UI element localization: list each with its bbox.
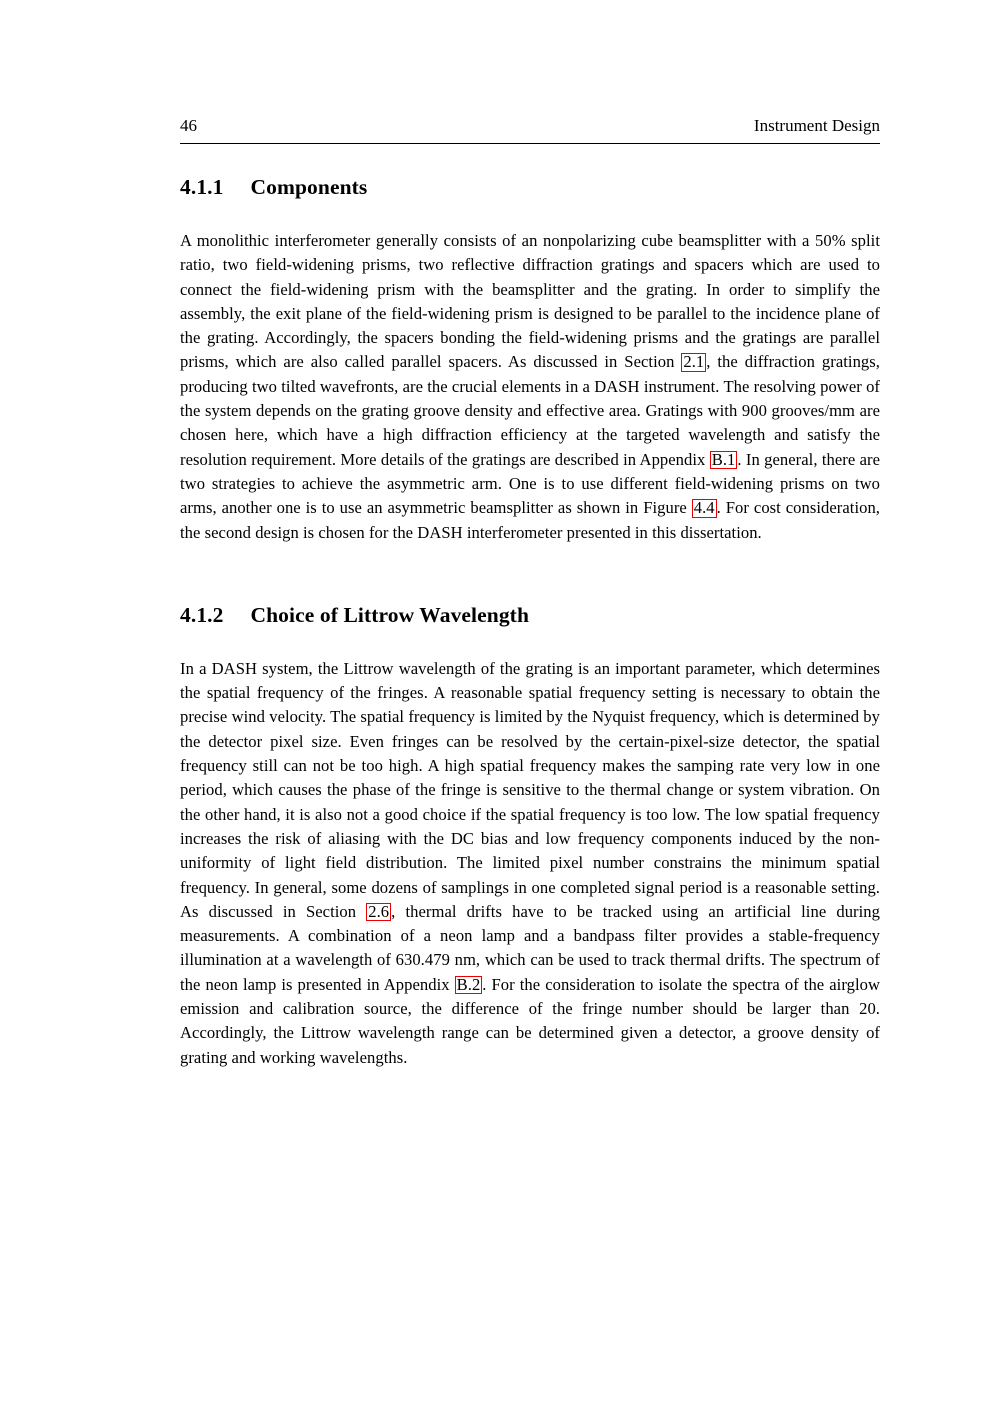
section-heading xyxy=(180,175,880,200)
page xyxy=(180,116,880,1070)
text-run: In a DASH system, the Littrow wavelength of the grating is an important parameter, which determines the spatial frequency of the fringes. A reasonable spatial frequency setting is necessary to obtain the precise wind velocity. The spatial frequency is limited by the Nyquist frequency, which is determined by the detector pixel size. Even fringes can be resolved by the certain-pixel-size detector, the spatial frequency still can not be too high. A high spatial frequency makes the samping rate very low in one period, which causes the phase of the fringe is sensitive to the thermal change or system vibration. On the other hand, it is also not a good choice if the spatial frequency is too low. The low spatial frequency increases the risk of aliasing with the DC bias and low frequency components induced by the non-uniformity of light field distribution. The limited pixel number constrains the minimum spatial frequency. In general, some dozens of samplings in one completed signal period is a reasonable setting. As discussed in Section xyxy=(180,658,880,921)
running-header-title: Instrument Design xyxy=(753,116,880,135)
running-header xyxy=(180,116,880,144)
ref-link-section-2-1[interactable]: 2.1 xyxy=(683,352,705,372)
text-run: . For cost consideration, the second design is chosen for the DASH interferometer presented in this dissertation. xyxy=(180,498,880,542)
text-run: , the diffraction gratings, producing two tilted wavefronts, are the crucial elements in a DASH instrument. The resolving power of the system depends on the grating groove density and effective area. Gratings with 900 grooves/mm are chosen here, which have a high diffraction efficiency at the targeted wavelength and satisfy the resolution requirement. More details of the gratings are described in Appendix xyxy=(180,352,880,469)
text-run: A monolithic interferometer generally consists of an nonpolarizing cube beamsplitter with a 50% split ratio, two field-widening prisms, two reflective diffraction gratings and spacers which are used to connect the field-widening prism with the beamsplitter and the grating. In order to simplify the assembly, the exit plane of the field-widening prism is designed to be parallel to the incidence plane of the grating. Accordingly, the spacers bonding the field-widening prisms and the gratings are parallel prisms, which are also called parallel spacers. As discussed in Section xyxy=(180,231,880,372)
section-heading xyxy=(180,603,880,628)
section-title: Components xyxy=(250,175,368,199)
ref-link-appendix-b-1[interactable]: B.1 xyxy=(711,449,736,469)
ref-link-section-2-6[interactable]: 2.6 xyxy=(368,901,390,921)
text-run: . For the consideration to isolate the spectra of the airglow emission and calibration source, the difference of the fringe number should be larger than 20. Accordingly, the Littrow wavelength range can be determined given a detector, a groove density of grating and working wavelengths. xyxy=(180,974,880,1067)
section-title: Choice of Littrow Wavelength xyxy=(250,602,529,627)
ref-link-figure-4-4[interactable]: 4.4 xyxy=(693,498,715,518)
text-run: . In general, there are two strategies to achieve the asymmetric arm. One is to use different field-widening prisms on two arms, another one is to use an asymmetric beamsplitter as shown in Figure xyxy=(180,449,880,518)
page-number: 46 xyxy=(180,116,197,135)
section-number: 4.1.2 xyxy=(180,602,224,627)
text-run: , thermal drifts have to be tracked using an artificial line during measurements. A combination of a neon lamp and a bandpass filter provides a stable-frequency illumination at a wavelength of 630.479 nm, which can be used to track thermal drifts. The spectrum of the neon lamp is presented in Appendix xyxy=(180,901,880,994)
paragraph xyxy=(180,657,880,1070)
section-components xyxy=(180,175,880,545)
section-number: 4.1.1 xyxy=(180,175,224,199)
paragraph xyxy=(180,229,880,545)
ref-link-appendix-b-2[interactable]: B.2 xyxy=(456,974,481,994)
section-littrow-wavelength xyxy=(180,603,880,1070)
